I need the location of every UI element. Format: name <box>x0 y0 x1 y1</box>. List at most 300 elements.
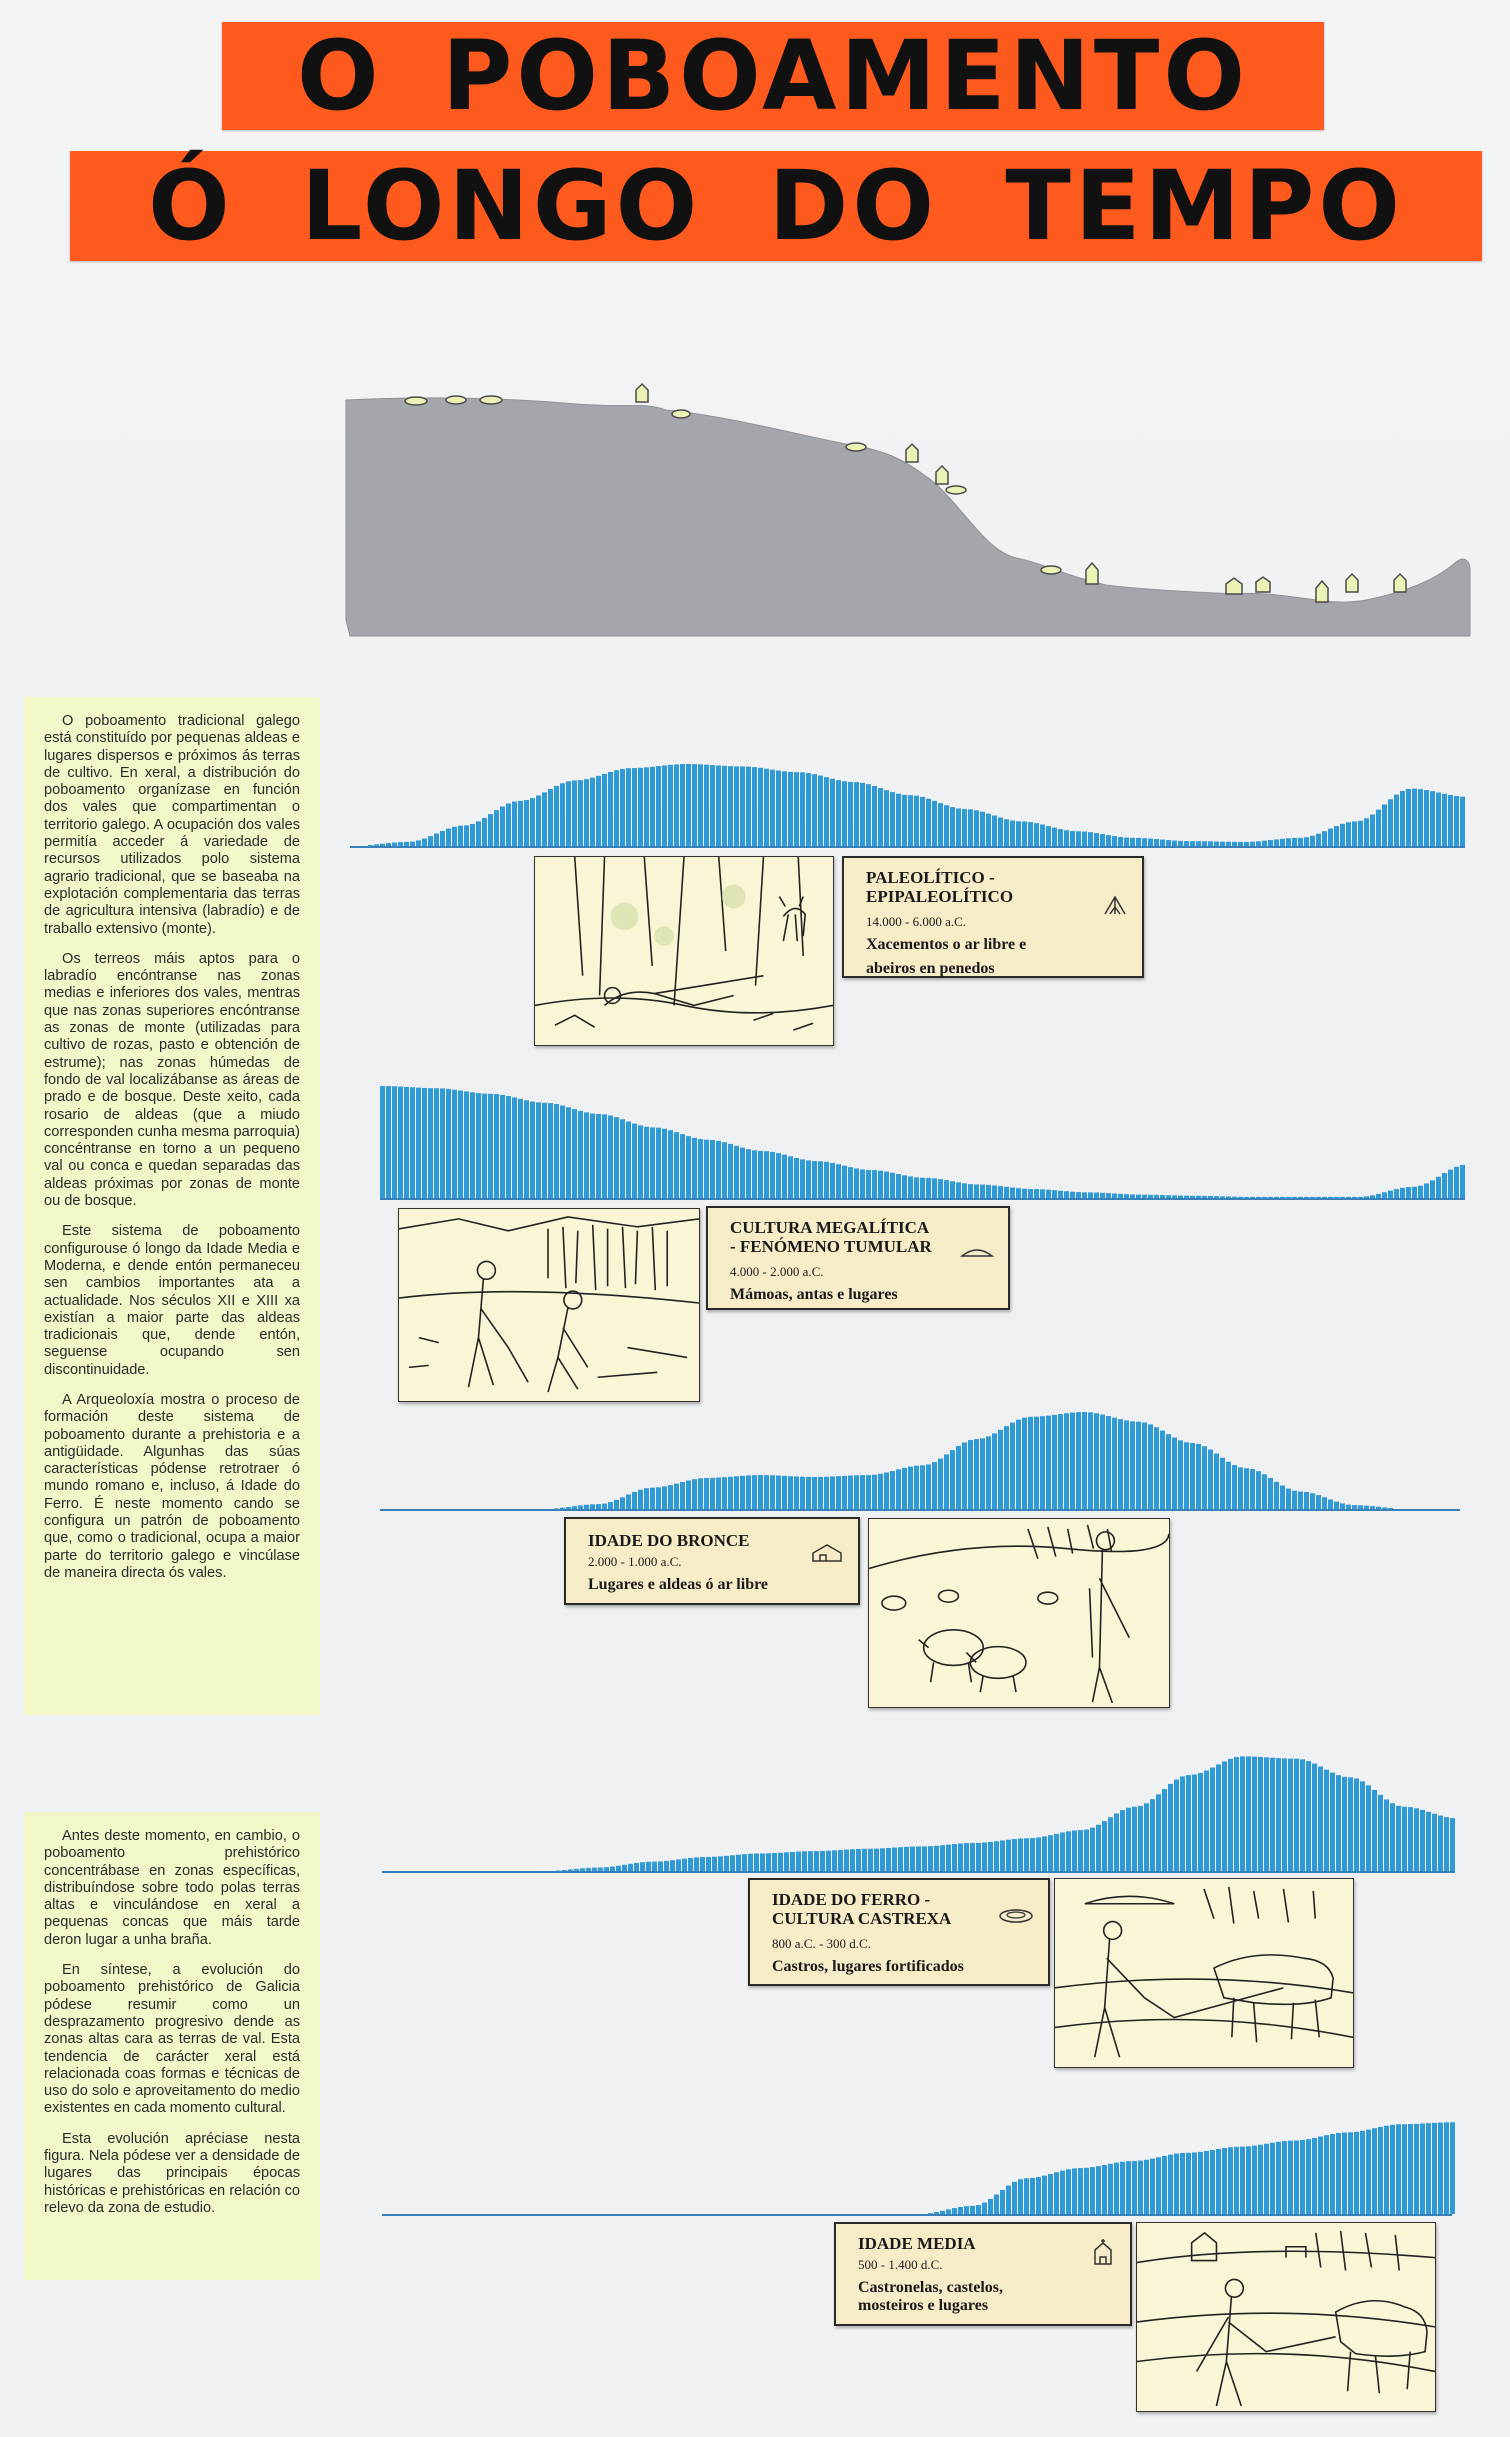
density-bar <box>1244 842 1249 846</box>
density-bar <box>854 1168 859 1198</box>
intro-text-panel <box>24 697 320 1715</box>
density-bar <box>932 1462 937 1509</box>
density-bar <box>832 1850 837 1871</box>
density-bar <box>1234 2147 1239 2214</box>
density-bar <box>1276 2142 1281 2214</box>
density-bar <box>1354 2132 1359 2214</box>
density-bar <box>476 1093 481 1198</box>
density-bar <box>1016 1420 1021 1509</box>
density-bar <box>928 1846 933 1871</box>
density-bar <box>1114 1813 1119 1871</box>
density-bar <box>692 1138 697 1198</box>
density-bar <box>920 1178 925 1198</box>
density-bar <box>758 768 763 846</box>
density-bar <box>1424 1183 1429 1198</box>
density-bar <box>1252 1757 1257 1871</box>
density-bar <box>842 1166 847 1198</box>
density-bar <box>946 2209 951 2214</box>
density-bar <box>1240 2147 1245 2214</box>
density-bar <box>836 780 841 846</box>
density-bar <box>1102 1821 1107 1871</box>
density-bar <box>634 1863 639 1871</box>
density-bar <box>1252 2146 1257 2214</box>
density-bar <box>610 1867 615 1871</box>
density-bar <box>1334 1197 1339 1198</box>
density-bar <box>1064 1413 1069 1509</box>
density-bar <box>860 1475 865 1509</box>
density-bar <box>710 765 715 846</box>
density-bar <box>586 1868 591 1871</box>
density-bar <box>578 780 583 846</box>
density-bar <box>640 1862 645 1871</box>
density-bar <box>1130 838 1135 846</box>
density-bar <box>1286 1197 1291 1198</box>
density-bar <box>1088 1192 1093 1198</box>
density-bar <box>1190 841 1195 846</box>
density-bar <box>854 1475 859 1509</box>
density-bar <box>1318 2137 1323 2214</box>
density-bar <box>830 1163 835 1198</box>
density-bar <box>464 825 469 846</box>
density-bar <box>574 1869 579 1871</box>
density-bar <box>854 782 859 846</box>
density-bar <box>1124 1420 1129 1509</box>
density-bar <box>494 1094 499 1198</box>
density-bar <box>800 772 805 846</box>
density-bar <box>878 1171 883 1198</box>
density-bar <box>982 2203 987 2214</box>
density-bar <box>1418 789 1423 846</box>
density-bar <box>938 1179 943 1198</box>
density-bar <box>1256 1471 1261 1509</box>
density-bar <box>824 1162 829 1198</box>
density-bar <box>872 1170 877 1198</box>
density-bar <box>416 1088 421 1198</box>
density-bar <box>1142 1195 1147 1198</box>
density-bar <box>1264 2144 1269 2214</box>
density-bar <box>1382 1192 1387 1198</box>
density-bar <box>1402 1807 1407 1871</box>
density-bar <box>1336 2133 1341 2214</box>
density-bar <box>1072 1830 1077 1871</box>
density-bar <box>836 1164 841 1198</box>
density-bar <box>658 1861 663 1871</box>
density-bar <box>1178 1440 1183 1509</box>
density-bar <box>1108 1817 1113 1871</box>
density-bar <box>1196 1444 1201 1509</box>
density-bar <box>596 1504 601 1509</box>
density-bar <box>1220 842 1225 846</box>
density-bar <box>410 1087 415 1198</box>
period-name-2: - FENÓMENO TUMULAR <box>730 1237 932 1256</box>
density-bar <box>770 1152 775 1198</box>
density-bar <box>1124 838 1129 846</box>
density-bar <box>904 1847 909 1871</box>
period-label-middle-ages <box>834 2222 1132 2326</box>
density-chart-bronze-age <box>380 1408 1460 1513</box>
density-bar <box>812 774 817 846</box>
intro-paragraph-2: Os terreos máis aptos para o labradío encóntranse nas zonas medias e inferiores dos vales, mentras que nas zonas superiores encóntranse as zonas de monte (utilizadas para cultivo de rozas, pasto e obtención de estrume); nas zonas húmedas de fondo de val localizábanse as áreas de prado e de bosque. Deste xeito, cada rosario de aldeas (que a miudo corresponden cunha mesma parroquia) concéntranse en torno a un pequeno val ou conca e quedan separadas das aldeas próximas por zonas de monte ou de bosque. <box>44 950 300 1210</box>
density-bar <box>1438 2123 1443 2214</box>
density-bar <box>878 1474 883 1509</box>
density-bar <box>1118 1194 1123 1198</box>
density-bar <box>1184 841 1189 846</box>
density-bar <box>1216 2149 1221 2214</box>
density-bar <box>998 1430 1003 1509</box>
density-bar <box>1078 2168 1083 2214</box>
density-bar <box>860 783 865 846</box>
density-bar <box>1310 1493 1315 1509</box>
density-bar <box>1328 1499 1333 1509</box>
density-bar <box>1136 1195 1141 1198</box>
density-bar <box>704 765 709 846</box>
density-bar <box>1286 838 1291 846</box>
density-bar <box>1430 791 1435 846</box>
density-bar <box>1046 1416 1051 1509</box>
density-bar <box>956 808 961 846</box>
density-bar <box>548 1103 553 1198</box>
density-bar <box>898 1847 903 1871</box>
period-label-bronze-age <box>564 1517 860 1605</box>
density-bar <box>1408 1807 1413 1871</box>
density-bar <box>1076 831 1081 846</box>
title-line-2: Ó LONGO DO TEMPO <box>70 151 1482 261</box>
density-bar <box>602 774 607 846</box>
density-bar <box>398 842 403 846</box>
density-bar <box>890 1471 895 1509</box>
density-bar <box>1054 2172 1059 2214</box>
period-description: Castronelas, castelos, <box>858 2279 1004 2296</box>
density-bar <box>1366 2130 1371 2214</box>
density-bar <box>782 771 787 846</box>
density-bar <box>1058 829 1063 846</box>
density-bar <box>548 789 553 846</box>
density-bar <box>652 1862 657 1871</box>
density-bar <box>1118 837 1123 846</box>
density-bar <box>1136 838 1141 846</box>
density-bar <box>830 1476 835 1509</box>
density-bar <box>1084 2168 1089 2214</box>
density-bar <box>1070 831 1075 846</box>
mound-icon <box>960 1244 994 1258</box>
density-bar <box>734 1476 739 1509</box>
density-bar <box>1448 1170 1453 1198</box>
density-bar <box>1400 1188 1405 1198</box>
density-bar <box>1378 1795 1383 1871</box>
density-bar <box>746 1475 751 1509</box>
density-bar <box>1052 1415 1057 1509</box>
density-bar <box>1232 842 1237 846</box>
density-bar <box>1298 1492 1303 1509</box>
density-bar <box>1150 1799 1155 1871</box>
density-bar <box>1010 1188 1015 1198</box>
density-bar <box>584 1112 589 1198</box>
density-bar <box>1258 1757 1263 1871</box>
density-bar <box>1018 1839 1023 1871</box>
density-bar <box>716 1141 721 1198</box>
density-bar <box>1124 1194 1129 1198</box>
density-bar <box>1256 1197 1261 1198</box>
period-label-iron-age <box>748 1878 1050 1986</box>
density-bar <box>680 764 685 846</box>
density-bar <box>886 1848 891 1871</box>
density-bar <box>1028 1189 1033 1198</box>
density-bar <box>1054 1834 1059 1871</box>
density-bar <box>998 1186 1003 1198</box>
density-bar <box>1118 1419 1123 1509</box>
density-bar <box>590 1113 595 1198</box>
density-bar <box>764 1151 769 1198</box>
density-bar <box>416 840 421 846</box>
density-bar <box>1310 1197 1315 1198</box>
hillfort-icon <box>998 1906 1034 1924</box>
density-bar <box>1382 1507 1387 1509</box>
density-bar <box>638 1490 643 1509</box>
density-bar <box>1334 826 1339 846</box>
density-bar <box>1016 1188 1021 1198</box>
density-bar <box>1340 824 1345 846</box>
density-bar <box>1112 836 1117 846</box>
density-bar <box>1432 2123 1437 2214</box>
density-bar <box>952 1844 957 1871</box>
density-bar <box>1078 1830 1083 1871</box>
density-bar <box>1270 1758 1275 1871</box>
density-bar <box>992 816 997 846</box>
density-bar <box>704 1140 709 1198</box>
density-bar <box>1202 1446 1207 1509</box>
density-bar <box>452 827 457 846</box>
density-bar <box>542 792 547 846</box>
density-bar <box>1160 1195 1165 1198</box>
density-bar <box>1070 1413 1075 1509</box>
density-bar <box>974 1185 979 1198</box>
density-bar <box>734 766 739 846</box>
density-bar <box>568 1869 573 1871</box>
density-bar <box>1120 1810 1125 1871</box>
density-bar <box>722 766 727 846</box>
density-bar <box>1208 1196 1213 1198</box>
density-bar <box>1154 1195 1159 1198</box>
density-bar <box>1234 1757 1239 1871</box>
density-bar <box>752 767 757 846</box>
density-bar <box>1346 1197 1351 1198</box>
density-bar <box>1436 792 1441 846</box>
density-bar <box>862 1849 867 1871</box>
density-bar <box>710 1478 715 1509</box>
density-bar <box>1282 1758 1287 1871</box>
density-bar <box>842 781 847 846</box>
density-bar <box>968 1184 973 1198</box>
density-bar <box>1150 2159 1155 2214</box>
density-bar <box>974 1439 979 1509</box>
density-bar <box>986 814 991 846</box>
density-bar <box>968 809 973 846</box>
title-line-1: O POBOAMENTO <box>222 22 1324 130</box>
density-bar <box>800 1477 805 1509</box>
density-bar <box>1148 839 1153 846</box>
density-bar <box>856 1849 861 1871</box>
period-description: Castros, lugares fortificados <box>772 1958 964 1975</box>
density-bar <box>776 1153 781 1198</box>
density-bar <box>926 1178 931 1198</box>
density-bar <box>1346 1505 1351 1509</box>
density-bar <box>956 1446 961 1509</box>
density-bar <box>1204 2151 1209 2214</box>
density-bar <box>1048 1835 1053 1871</box>
density-chart-middle-ages <box>382 2108 1452 2218</box>
density-bar <box>1262 1197 1267 1198</box>
density-bar <box>1244 1468 1249 1509</box>
density-bar <box>812 1477 817 1509</box>
density-bar <box>1172 841 1177 846</box>
density-bar <box>1012 1839 1017 1871</box>
density-bar <box>1222 1761 1227 1871</box>
density-bar <box>1432 1814 1437 1871</box>
density-bar <box>1316 1197 1321 1198</box>
density-bar <box>880 1848 885 1871</box>
density-bar <box>734 1146 739 1198</box>
medieval-plough-illustration <box>1136 2222 1436 2412</box>
density-bar <box>596 1114 601 1198</box>
density-bar <box>380 1086 385 1198</box>
density-bar <box>592 1868 597 1871</box>
density-bar <box>1162 2156 1167 2214</box>
density-bar <box>584 779 589 846</box>
density-bar <box>1346 822 1351 846</box>
density-bar <box>752 1150 757 1198</box>
density-chart-iron-age <box>382 1750 1455 1875</box>
density-bar <box>1138 2161 1143 2214</box>
density-bar <box>1394 795 1399 846</box>
density-bar <box>998 817 1003 846</box>
density-bar <box>1318 1767 1323 1871</box>
density-bar <box>1100 834 1105 846</box>
density-bar <box>1280 1486 1285 1509</box>
density-bar <box>848 782 853 846</box>
period-name: IDADE DO BRONCE <box>588 1531 750 1550</box>
density-bar <box>1418 1186 1423 1198</box>
period-description: Lugares e aldeas ó ar libre <box>588 1576 768 1593</box>
density-bar <box>1414 1808 1419 1871</box>
density-bar <box>1238 1197 1243 1198</box>
density-bar <box>608 1502 613 1509</box>
density-bar <box>698 1478 703 1509</box>
density-bar <box>1406 789 1411 846</box>
density-bar <box>802 1851 807 1871</box>
density-bar <box>1154 1427 1159 1509</box>
density-bar <box>974 810 979 846</box>
density-bar <box>644 1127 649 1198</box>
density-bar <box>964 1843 969 1871</box>
density-bar <box>602 1504 607 1509</box>
density-bar <box>1288 2141 1293 2214</box>
density-bar <box>1246 2146 1251 2214</box>
density-bar <box>1310 836 1315 846</box>
density-bar <box>1444 1817 1449 1871</box>
density-bar <box>1388 1508 1393 1509</box>
density-bar <box>1276 1758 1281 1871</box>
density-bar <box>1382 804 1387 846</box>
density-bar <box>706 1857 711 1871</box>
density-bar <box>638 768 643 846</box>
density-bar <box>1172 1195 1177 1198</box>
density-bar <box>944 805 949 846</box>
density-bar <box>1042 1836 1047 1871</box>
density-bar <box>1214 841 1219 846</box>
density-bar <box>404 842 409 846</box>
density-bar <box>572 1506 577 1509</box>
density-bar <box>758 1151 763 1198</box>
density-bar <box>776 771 781 846</box>
density-bar <box>542 1103 547 1198</box>
density-bar <box>1028 1417 1033 1509</box>
density-bar <box>718 1856 723 1871</box>
density-bar <box>1132 1807 1137 1871</box>
density-bar <box>958 2207 963 2214</box>
density-bar <box>794 1476 799 1509</box>
density-bar <box>1006 1840 1011 1871</box>
density-bar <box>1066 1831 1071 1871</box>
farmers-illustration <box>398 1208 700 1402</box>
density-bar <box>788 1156 793 1198</box>
period-date: 4.000 - 2.000 a.C. <box>730 1264 824 1279</box>
density-bar <box>728 766 733 846</box>
density-bar <box>638 1125 643 1198</box>
density-bar <box>1004 1426 1009 1509</box>
density-bar <box>820 1851 825 1871</box>
density-bar <box>1052 1190 1057 1198</box>
density-bar <box>892 1848 897 1871</box>
density-chart-paleolithic <box>350 760 1465 850</box>
density-bar <box>1274 1482 1279 1509</box>
density-bar <box>1184 1442 1189 1509</box>
density-bar <box>470 824 475 846</box>
density-bar <box>518 801 523 846</box>
density-bar <box>620 1497 625 1509</box>
density-bar <box>782 1476 787 1509</box>
density-bar <box>1214 1454 1219 1509</box>
density-bar <box>1106 1193 1111 1198</box>
density-bar <box>608 1115 613 1198</box>
density-bar <box>572 1109 577 1198</box>
density-bar <box>374 844 379 846</box>
density-bar <box>1156 2157 1161 2214</box>
density-bar <box>736 1855 741 1871</box>
density-bar <box>1358 1197 1363 1198</box>
density-bar <box>704 1478 709 1509</box>
density-bar <box>812 1161 817 1198</box>
density-bar <box>962 1442 967 1509</box>
density-bar <box>1112 1193 1117 1198</box>
density-bar <box>1142 838 1147 846</box>
density-bar <box>1024 2178 1029 2214</box>
density-bar <box>818 1477 823 1509</box>
density-bar <box>1004 819 1009 846</box>
density-bar <box>934 2212 939 2214</box>
density-bar <box>772 1853 777 1871</box>
density-bar <box>1384 1799 1389 1871</box>
density-bar <box>1120 2162 1125 2214</box>
density-bar <box>1360 2131 1365 2214</box>
density-bar <box>440 831 445 846</box>
density-bar <box>1436 1177 1441 1198</box>
density-bar <box>1100 1193 1105 1198</box>
density-bar <box>1022 1418 1027 1509</box>
density-bar <box>1156 1794 1161 1871</box>
density-bar <box>980 1438 985 1509</box>
density-bar <box>452 1090 457 1198</box>
density-bar <box>1420 2124 1425 2214</box>
